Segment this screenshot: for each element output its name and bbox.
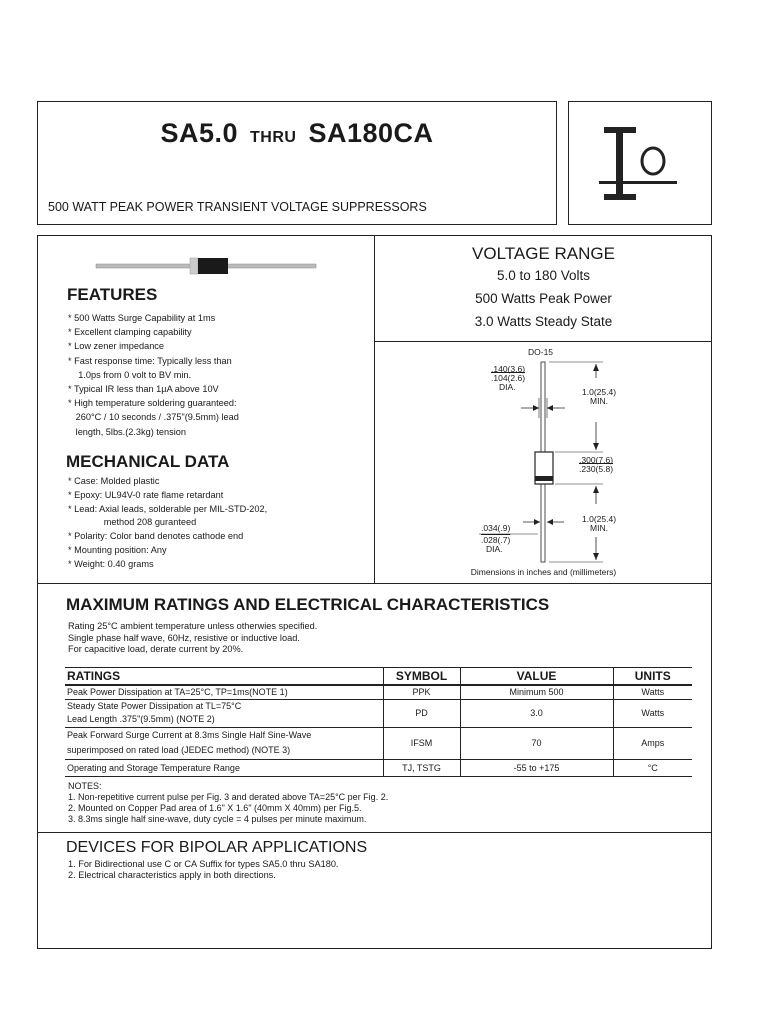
list-item: * High temperature soldering guaranteed: (68, 398, 237, 409)
note-item: 3. 8.3ms single half sine-wave, duty cycle = 4 pulses per minute maximum. (68, 814, 367, 824)
body-dia-label: .034(.9) .028(.7) DIA. (481, 523, 511, 554)
table-row: Peak Power Dissipation at TA=25°C, TP=1ms(NOTE 1) PPK Minimum 500 Watts (65, 685, 692, 699)
list-item: * Case: Molded plastic (68, 476, 160, 486)
package-label: DO-15 (528, 347, 554, 357)
list-item: * Epoxy: UL94V-0 rate flame retardant (68, 489, 224, 500)
features-title: FEATURES (67, 285, 158, 304)
package-outline-drawing (375, 342, 711, 582)
mechanical-list (68, 475, 267, 572)
notes-title: NOTES: (68, 781, 102, 791)
note-item: 2. Mounted on Copper Pad area of 1.6" X 1.6" (40mm X 40mm) per Fig.5. (68, 803, 362, 813)
divider-upper (37, 583, 712, 584)
part-number-title: SA5.0 THRU SA180CA (160, 118, 434, 148)
col-units: UNITS (613, 668, 692, 686)
list-item: 260°C / 10 seconds / .375"(9.5mm) lead (68, 412, 239, 423)
list-item: * Polarity: Color band denotes cathode end (68, 531, 244, 542)
page-subtitle: 500 WATT PEAK POWER TRANSIENT VOLTAGE SUPPRESSORS (48, 200, 427, 214)
table-row: Steady State Power Dissipation at TL=75°C Lead Length .375"(9.5mm) (NOTE 2) PD 3.0 Watts (65, 699, 692, 727)
list-item: * Fast response time: Typically less than (68, 355, 232, 366)
lead-dia-label: .140(3.6) .104(2.6) DIA. (491, 364, 526, 392)
body-length-label: .300(7.6) .230(5.8) (579, 455, 614, 474)
note-item: 2. Electrical characteristics apply in both directions. (68, 870, 276, 880)
table-header-row (65, 668, 692, 686)
bipolar-title: DEVICES FOR BIPOLAR APPLICATIONS (66, 839, 368, 856)
note-item: 1. For Bidirectional use C or CA Suffix for types SA5.0 thru SA180. (68, 859, 339, 869)
bipolar-notes (68, 859, 338, 881)
table-row: Peak Forward Surge Current at 8.3ms Single Half Sine-Wave superimposed on rated load (JEDEC method) (NOTE 3) IFSM 70 Amps (65, 727, 692, 759)
peak-power-line: 500 Watts Peak Power (475, 291, 612, 306)
list-item: * Low zener impedance (68, 341, 165, 352)
dimensions-caption: Dimensions in inches and (millimeters) (470, 567, 617, 577)
col-symbol: SYMBOL (383, 668, 460, 686)
header-title-box (37, 101, 557, 225)
list-item: * Weight: 0.40 grams (68, 558, 154, 569)
col-ratings: RATINGS (65, 668, 383, 686)
ratings-title: MAXIMUM RATINGS AND ELECTRICAL CHARACTERISTICS (66, 595, 550, 614)
list-item: * Excellent clamping capability (68, 327, 192, 338)
divider-lower (37, 832, 712, 833)
list-item: method 208 guranteed (68, 517, 197, 528)
list-item: * Typical IR less than 1µA above 10V (68, 384, 219, 395)
ratings-intro: Rating 25°C ambient temperature unless otherwies specified. Single phase half wave, 60Hz, resistive or inductive load. For capacitive load, derate current by 20%. (68, 621, 318, 654)
list-item: length, 5lbs.(2.3kg) tension (68, 426, 186, 437)
list-item: * Lead: Axial leads, solderable per MIL-STD-202, (68, 503, 268, 514)
lead-length-top-label: 1.0(25.4) MIN. (582, 387, 617, 406)
company-logo (569, 102, 713, 226)
lead-length-bottom-label: 1.0(25.4) MIN. (582, 514, 617, 533)
logo-box (568, 101, 712, 225)
list-item: 1.0ps from 0 volt to BV min. (68, 369, 192, 380)
list-item: * 500 Watts Surge Capability at 1ms (68, 313, 216, 323)
col-value: VALUE (460, 668, 613, 686)
steady-state-line: 3.0 Watts Steady State (474, 314, 613, 329)
features-list (68, 311, 239, 439)
voltage-range-title: VOLTAGE RANGE (472, 244, 615, 263)
notes-block (68, 781, 388, 825)
list-item: * Mounting position: Any (68, 544, 167, 555)
voltage-range-line: 5.0 to 180 Volts (496, 268, 591, 283)
note-item: 1. Non-repetitive current pulse per Fig. 3 and derated above TA=25°C per Fig. 2. (68, 792, 389, 802)
ratings-table (65, 667, 692, 777)
table-row: Operating and Storage Temperature Range TJ, TSTG -55 to +175 °C (65, 759, 692, 776)
mechanical-title: MECHANICAL DATA (66, 452, 230, 471)
diode-icon (94, 255, 318, 277)
